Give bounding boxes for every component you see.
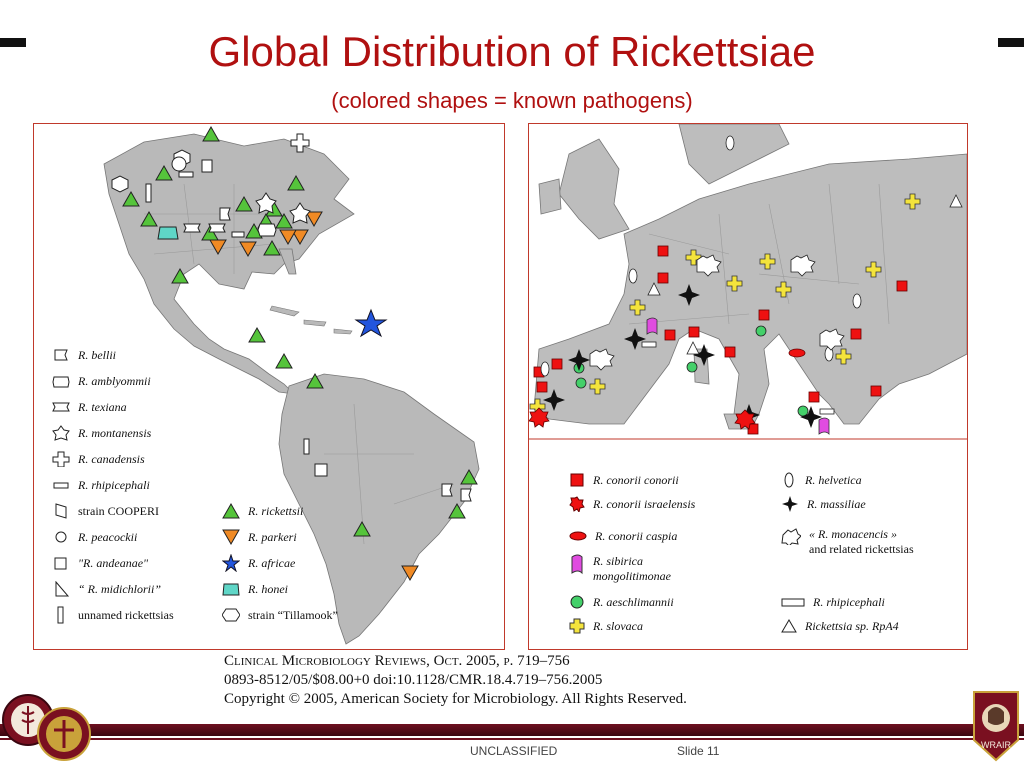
canadensis-cross-outline-icon [52,451,70,467]
legend-item-amblyommii [52,372,151,390]
legend-item-slovaca [569,617,643,635]
right-triangle-outline-icon [52,581,70,597]
rickettsii-marker [203,127,219,141]
conorii-marker [851,329,861,339]
legend-label: R. amblyommii [78,373,151,388]
blue-star-icon [222,554,240,572]
legend-item-conorii-conorii [569,471,679,489]
wrair-logo-text: WRAIR [981,740,1011,750]
texiana-outline-icon [52,400,70,414]
legend-item-montanensis [52,424,151,442]
conorii-marker [689,327,699,337]
red-starburst-icon [569,496,585,512]
conorii-marker [658,273,668,283]
army-medical-emblem-logo [2,690,94,762]
legend-label: R. bellii [78,347,116,362]
bellii-marker [220,208,230,220]
legend-label: strain “Tillamook” [248,607,338,622]
amblyommii-outline-icon [52,374,70,388]
north-america-landmass [104,134,354,394]
green-circle-icon [569,594,585,610]
rhipicephali-marker [642,342,656,347]
rhipicephali-marker [820,409,834,414]
conorii-marker [871,386,881,396]
amblyommii-marker [258,224,276,236]
conorii-marker [809,392,819,402]
orange-inverted-triangle-icon [222,529,240,545]
teal-honei-icon [222,581,240,597]
texiana-marker [209,224,225,232]
legend-item-honei [222,580,288,598]
legend-item-tillamook [222,606,338,624]
conorii-marker [725,347,735,357]
flat-rectangle-icon [52,478,70,492]
honei-marker [158,227,178,239]
legend-label: “ R. midichlorii” [78,581,162,596]
tall-rectangle-marker [146,184,151,202]
legend-item-midichlorii [52,580,161,598]
legend-item-sibirica [569,554,671,590]
red-oval-burst-icon [569,530,587,542]
bellii-marker [461,489,471,501]
legend-label: "R. andeanae" [78,555,149,570]
aeschlimannii-marker [576,378,586,388]
legend-label: R. massiliae [807,496,866,511]
aeschlimannii-marker [756,326,766,336]
legend-item-rickettsii [222,502,303,520]
legend-label: R. conorii caspia [595,528,678,543]
circle-outline-icon [52,530,70,544]
flat-rectangle-marker [232,232,244,237]
caribbean-islands [270,306,352,334]
legend-item-peacockii [52,528,137,546]
legend-item-bellii [52,346,116,364]
europe-map-panel [528,123,968,650]
legend-label-line2: and related rickettsias [809,542,914,556]
legend-item-conorii-caspia [569,527,677,545]
legend-label-stack [809,527,914,557]
conorii-marker [537,382,547,392]
legend-item-rhipicephali [52,476,150,494]
aeschlimannii-marker [687,362,697,372]
tall-rectangle-marker [304,439,309,454]
legend-item-andeanae [52,554,148,572]
legend-label-line2: mongolitimonae [593,569,671,583]
texiana-marker [184,224,200,232]
legend-label: R. peacockii [78,529,138,544]
yellow-cross-icon [569,618,585,634]
legend-label: R. aeschlimannii [593,594,674,609]
slide-number: Slide 11 [677,744,720,758]
south-america-landmass [279,374,479,644]
conorii-marker [665,330,675,340]
helvetica-marker [853,294,861,308]
montanensis-star-outline-icon [52,425,70,441]
citation-journal: Clinical Microbiology Reviews, Oct. 2005, p. 719–756 [224,653,570,669]
legend-item-unnamed [52,606,174,624]
legend-item-monacencis [781,527,914,563]
flat-rectangle-outline-icon [781,595,805,609]
legend-label-stack [593,554,671,584]
bellii-outline-icon [52,348,70,362]
legend-label: R. rhipicephali [813,594,885,609]
legend-label: R. helvetica [805,472,862,487]
burst-outline-icon [781,527,801,545]
conorii-marker [759,310,769,320]
legend-item-massiliae [781,495,866,513]
magenta-flag-icon [569,554,585,576]
legend-item-helvetica [781,471,862,489]
wrair-crest-logo [970,690,1022,762]
citation-copyright: Copyright © 2005, American Society for Microbiology. All Rights Reserved. [224,691,687,707]
legend-label: R. conorii conorii [593,472,679,487]
red-square-icon [569,472,585,488]
legend-label: R. rhipicephali [78,477,150,492]
legend-label: R. parkeri [248,529,297,544]
square-outline-icon [52,556,70,570]
hexagon-outline-icon [222,607,240,623]
classification-label: UNCLASSIFIED [470,744,558,758]
helvetica-marker [726,136,734,150]
legend-item-africae [222,554,295,572]
black-four-point-star-icon [781,495,799,513]
caspia-marker [789,349,805,357]
slide-title: Global Distribution of Rickettsiae [208,28,816,75]
legend-item-rpa4 [781,617,899,635]
legend-label: strain COOPERI [78,503,159,518]
africae-marker [356,310,386,336]
oval-outline-icon [781,471,797,489]
flag-outline-icon [52,503,70,519]
helvetica-marker [629,269,637,283]
hexagon-marker [172,157,186,171]
ireland [539,179,561,214]
legend-item-conorii-israelensis [569,495,695,513]
square-marker [315,464,327,476]
legend-item-aeschlimannii [569,593,674,611]
green-triangle-icon [222,503,240,519]
legend-label: unnamed rickettsias [78,607,174,622]
slide-subtitle: (colored shapes = known pathogens) [331,88,693,113]
legend-label: Rickettsia sp. RpA4 [805,618,899,633]
legend-label: R. honei [248,581,288,596]
bellii-marker [442,484,452,496]
legend-label: R. slovaca [593,618,643,633]
footer-bar-thin [0,738,1024,740]
legend-label: R. montanensis [78,425,152,440]
hexagon-marker [112,176,128,192]
conorii-marker [897,281,907,291]
sibirica-marker [819,418,829,434]
legend-label: R. africae [248,555,296,570]
footer-bar [0,724,1024,736]
rickettsii-marker [276,354,292,368]
legend-label: R. conorii israelensis [593,496,696,511]
conorii-marker [658,246,668,256]
aeschlimannii-marker [798,406,808,416]
legend-item-canadensis [52,450,145,468]
tall-rectangle-outline-icon [52,606,70,624]
legend-label: R. texiana [78,399,127,414]
rickettsii-marker [249,328,265,342]
legend-item-parkeri [222,528,297,546]
legend-label: R. canadensis [78,451,145,466]
flag-marker [202,160,212,172]
legend-label: R. rickettsii [248,503,304,518]
legend-label: « R. monacencis » [809,527,897,541]
legend-item-cooperi [52,502,159,520]
triangle-outline-icon [781,618,797,634]
conorii-marker [552,359,562,369]
flat-rectangle-marker [179,172,193,177]
legend-item-texiana [52,398,127,416]
americas-map-panel [33,123,505,650]
helvetica-marker [541,362,549,376]
sibirica-marker [647,318,657,334]
citation-doi: 0893-8512/05/$08.00+0 doi:10.1128/CMR.18.4.719–756.2005 [224,672,603,688]
legend-item-rhipicephali-eu [781,593,885,611]
legend-label: R. sibirica [593,554,643,568]
